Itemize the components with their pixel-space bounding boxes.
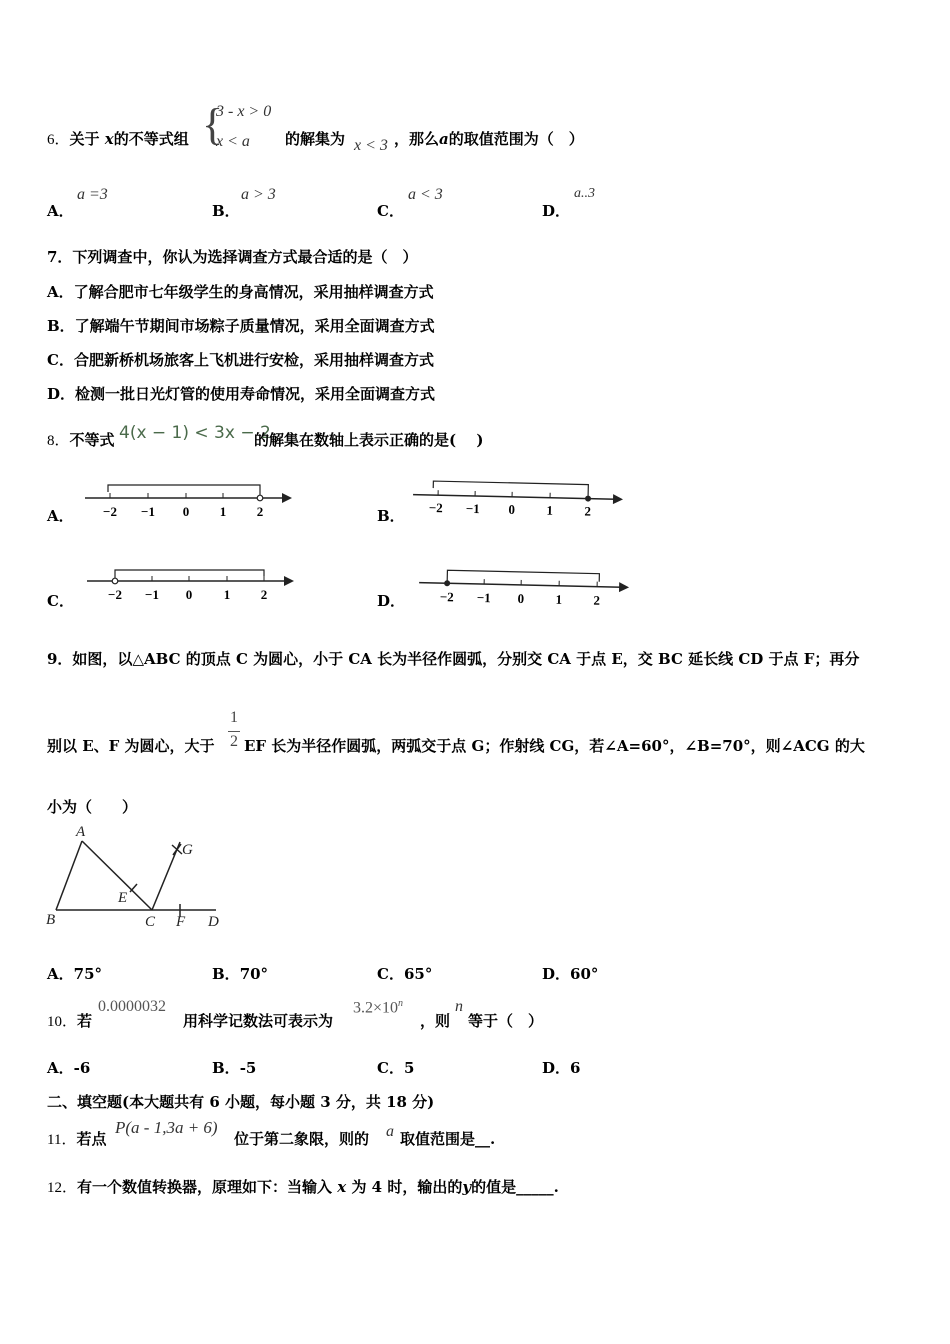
q10-option-c[interactable]: C．5 (377, 1059, 415, 1077)
tick-label: 0 (517, 590, 525, 607)
tick-label: 1 (219, 504, 227, 519)
q6-option-b-expr: a > 3 (241, 186, 276, 203)
q6-option-a-label[interactable]: A． (47, 202, 74, 220)
q7-stem: 7．下列调查中，你认为选择调查方式最合适的是（ ） (47, 248, 418, 266)
tick-label: 2 (584, 503, 592, 519)
tick-label: −1 (465, 500, 480, 517)
vertex-label-b: B (46, 912, 56, 928)
q9-fraction-numerator: 1 (230, 709, 238, 726)
q8-number-line-a (80, 478, 300, 523)
q11-stem-end: 取值范围是__. (400, 1130, 496, 1148)
q9-fraction-denominator: 2 (230, 733, 238, 750)
q6-option-d-label[interactable]: D． (542, 202, 571, 220)
q7-option-c[interactable]: C．合肥新桥机场旅客上飞机进行安检，采用抽样调查方式 (47, 351, 434, 369)
q6-system-brace: { (202, 100, 224, 149)
q8-option-a-label[interactable]: A． (47, 507, 74, 525)
axis-arrow-icon (284, 576, 294, 586)
q6-solution: x < 3 (354, 137, 388, 154)
q6-option-a-expr: a =3 (77, 186, 108, 203)
q10-stem-mid: 用科学记数法可表示为 (183, 1012, 334, 1030)
q6-stem-tail: 的解集为 (285, 130, 346, 148)
axis-arrow-icon (619, 582, 629, 592)
q8-stem-tail: 的解集在数轴上表示正确的是( ) (254, 431, 484, 449)
q6-system-line1: 3 - x > 0 (216, 103, 272, 120)
q8-number-line-d (414, 565, 639, 615)
q9-option-d[interactable]: D．60° (542, 965, 599, 983)
q11-stem-mid: 位于第二象限，则的 (234, 1130, 370, 1148)
q8-stem: 8．不等式 (47, 431, 115, 449)
q11-var-a: a (386, 1123, 394, 1140)
segment-ab (56, 841, 82, 910)
point-label-f: F (176, 914, 186, 930)
tick-label: −2 (439, 589, 454, 605)
tick-label: −2 (108, 587, 122, 602)
tick-label: 0 (182, 504, 190, 519)
q8-option-c-label[interactable]: C． (47, 592, 74, 610)
q9-stem-line2-a: 别以 E、F 为圆心，大于 (47, 737, 215, 755)
tick-label: −2 (103, 504, 117, 519)
tick-label: −1 (141, 504, 155, 519)
q9-stem-line1: 9．如图，以△ABC 的顶点 C 为圆心，小于 CA 长为半径作圆弧，分别交 CA 于点 E，交 BC 延长线 CD 于点 F；再分 (47, 650, 860, 668)
q10-value: 0.0000032 (98, 998, 166, 1015)
open-dot (257, 495, 263, 501)
q10-option-b[interactable]: B．-5 (212, 1059, 257, 1077)
q10-stem-end: 等于（ ） (468, 1012, 544, 1030)
q6-stem-end: ，那么a的取值范围为（ ） (394, 130, 584, 148)
tick-label: −1 (476, 589, 491, 606)
tick-label: 2 (593, 592, 601, 608)
point-label-g: G (182, 842, 193, 858)
closed-dot (585, 496, 591, 502)
q6-option-c-expr: a < 3 (408, 186, 443, 203)
q7-option-d[interactable]: D．检测一批日光灯管的使用寿命情况，采用全面调查方式 (47, 385, 436, 403)
q9-stem-line3: 小为（ ） (47, 798, 138, 816)
point-label-e: E (118, 890, 128, 906)
solution-bracket (447, 570, 599, 584)
q9-triangle-figure (40, 820, 230, 935)
open-dot (112, 578, 118, 584)
q8-option-d-label[interactable]: D． (377, 592, 406, 610)
tick-label: 2 (256, 504, 264, 519)
q8-number-line-c (82, 563, 302, 608)
q9-option-c[interactable]: C．65° (377, 965, 433, 983)
q9-option-b[interactable]: B．70° (212, 965, 269, 983)
arc-mark-g2 (173, 844, 181, 855)
q11-point: P(a - 1,3a + 6) (115, 1118, 218, 1137)
section-heading: 二、填空题(本大题共有 6 小题，每小题 3 分，共 18 分) (47, 1093, 435, 1111)
q7-option-b[interactable]: B．了解端午节期间市场粽子质量情况，采用全面调查方式 (47, 317, 435, 335)
q11-stem: 11．若点 (47, 1130, 107, 1148)
axis-arrow-icon (282, 493, 292, 503)
axis-arrow-icon (613, 494, 623, 504)
tick-label: 1 (546, 502, 554, 518)
q9-option-a[interactable]: A．75° (47, 965, 103, 983)
q10-var-n: n (455, 998, 463, 1015)
tick-label: 2 (260, 587, 268, 602)
tick-label: 1 (223, 587, 231, 602)
q10-option-a[interactable]: A．-6 (47, 1059, 91, 1077)
q10-stem-then: ，则 (420, 1012, 451, 1030)
q10-sci-notation: $3.2\times 10^n$ (353, 998, 404, 1017)
q9-fraction-bar (228, 731, 240, 732)
q6-option-b-label[interactable]: B． (212, 202, 240, 220)
vertex-label-d: D (208, 914, 219, 930)
q8-option-b-label[interactable]: B． (377, 507, 405, 525)
closed-dot (444, 580, 450, 586)
q7-option-a[interactable]: A．了解合肥市七年级学生的身高情况，采用抽样调查方式 (47, 283, 434, 301)
tick-label: 1 (555, 591, 563, 607)
q6-system-line2: x < a (216, 133, 250, 150)
vertex-label-a: A (76, 824, 86, 840)
q10-stem: 10．若 (47, 1012, 93, 1030)
q9-stem-line2-b: EF 长为半径作圆弧，两弧交于点 G；作射线 CG，若∠A=60°，∠B=70°，则∠ACG 的大 (244, 737, 865, 755)
vertex-label-c: C (145, 914, 156, 930)
tick-label: 0 (185, 587, 193, 602)
q6-number: 6． (47, 132, 70, 148)
tick-label: −1 (145, 587, 159, 602)
q10-option-d[interactable]: D．6 (542, 1059, 581, 1077)
q6-stem: 6．关于 x的不等式组 (47, 130, 189, 148)
q12-stem: 12．有一个数值转换器，原理如下：当输入 x 为 4 时，输出的y的值是_____. (47, 1178, 559, 1196)
tick-label: −2 (428, 499, 443, 516)
solution-bracket (108, 485, 260, 496)
q6-option-c-label[interactable]: C． (377, 202, 404, 220)
tick-label: 0 (508, 501, 516, 517)
q6-option-d-expr: a..3 (574, 186, 595, 201)
q8-inequality: 4(x − 1) < 3x − 2 (119, 423, 271, 443)
segment-ac (82, 841, 152, 910)
q8-number-line-b (408, 474, 633, 524)
